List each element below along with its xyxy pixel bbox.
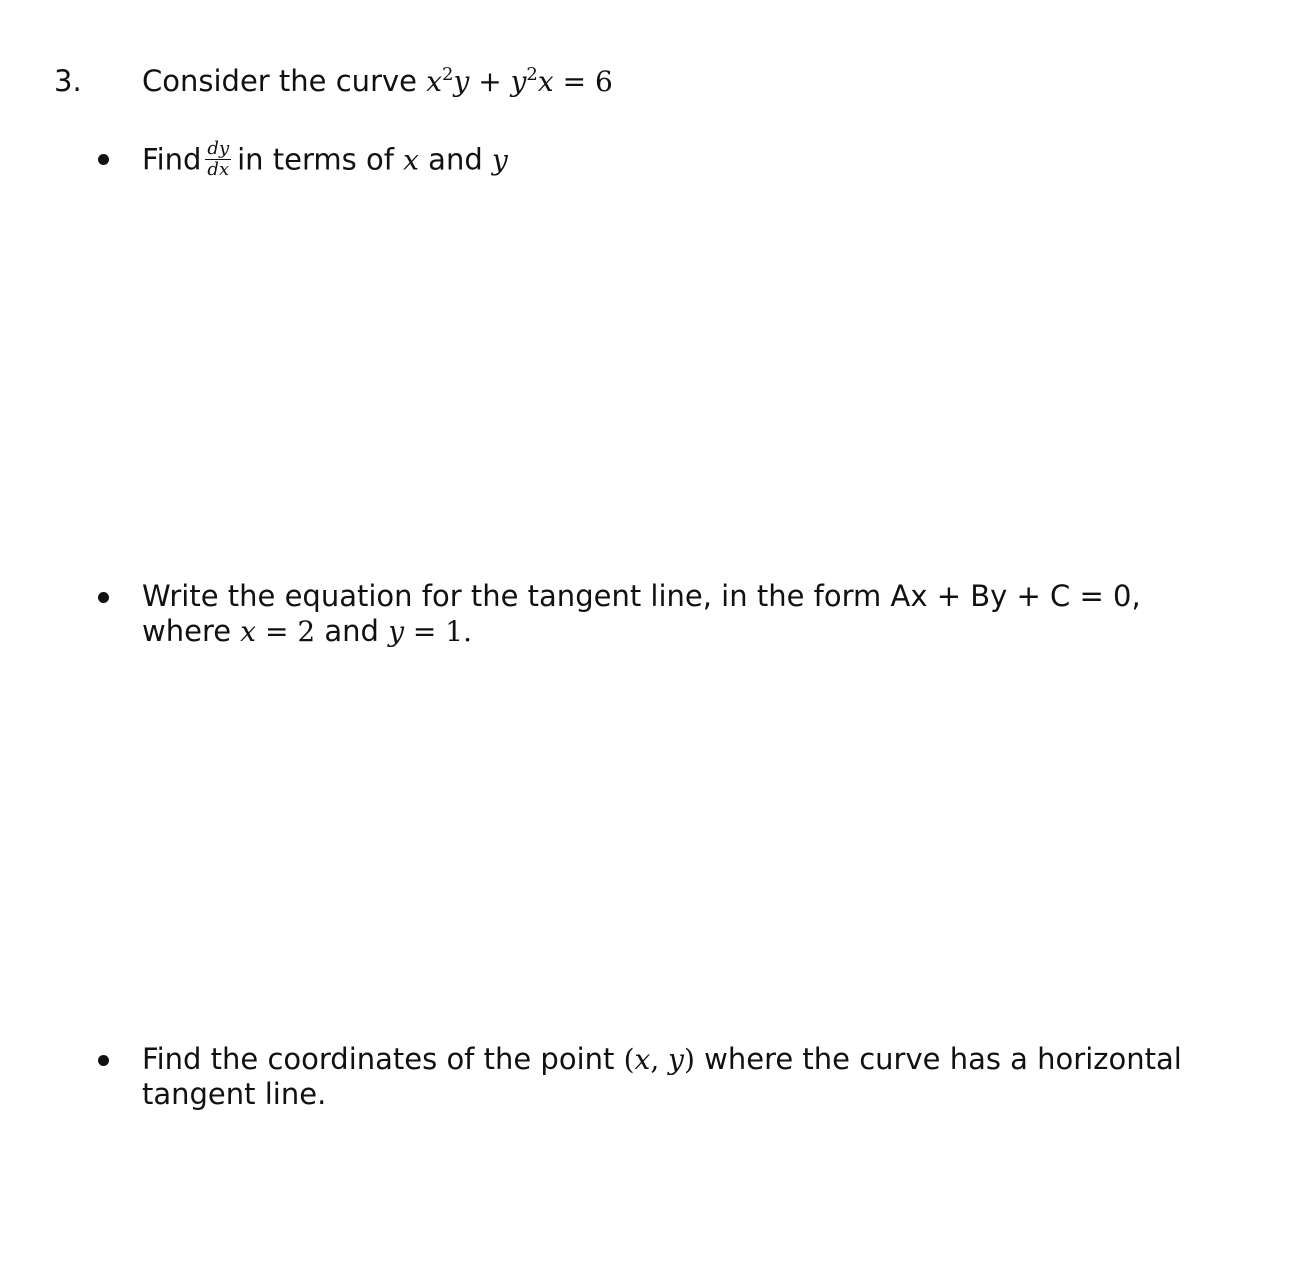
question-number: 3.	[54, 64, 82, 98]
part-3-line-2: tangent line.	[142, 1077, 327, 1111]
intro-text: Consider the curve	[142, 64, 417, 98]
dy-dx-fraction: $\frac{dy}{dx}$	[207, 138, 230, 180]
curve-equation: $x^2y + y^2x = 6$	[426, 64, 613, 98]
part-1-text: Find $\frac{dy}{dx}$ in terms of x and y	[142, 138, 508, 180]
bullet-part-2	[98, 592, 109, 603]
part-3-line-1: Find the coordinates of the point (x, y) where the curve has a horizontal	[142, 1042, 1182, 1076]
question-intro	[142, 63, 613, 100]
bullet-part-3	[98, 1055, 109, 1066]
bullet-part-1	[98, 154, 109, 165]
part-2-line-2: where x = 2 and y = 1.	[142, 614, 472, 648]
part-2-line-1: Write the equation for the tangent line, in the form Ax + By + C = 0,	[142, 579, 1141, 613]
